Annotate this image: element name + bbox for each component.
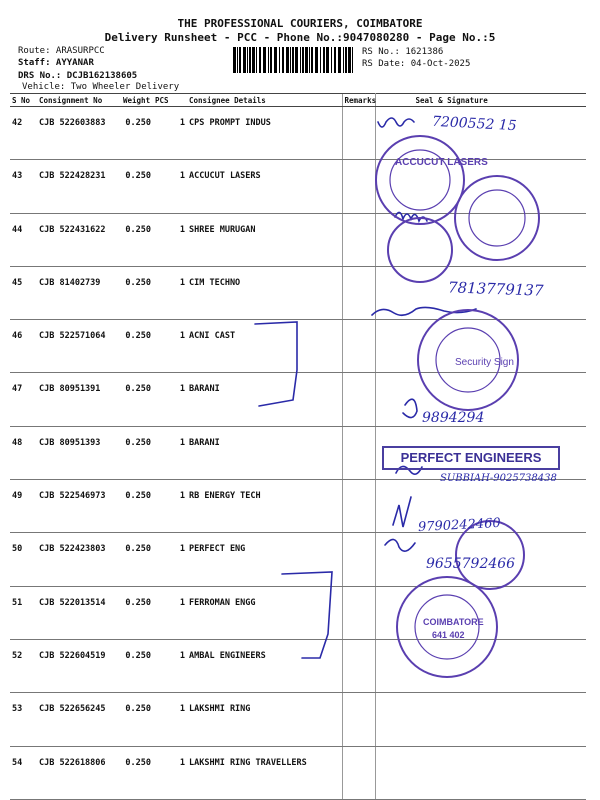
cell-consignment: CJB 522423803 [37, 533, 121, 586]
cell-consignee: PERFECT ENG [187, 533, 342, 586]
col-consignment: Consignment No [37, 94, 121, 107]
rs-number: RS No.: 1621386 [362, 47, 444, 57]
cell-sno: 49 [10, 480, 37, 533]
cell-pcs: 1 [153, 639, 187, 692]
cell-weight: 0.250 [121, 693, 153, 746]
cell-pcs: 1 [153, 160, 187, 213]
cell-sno: 52 [10, 639, 37, 692]
cell-consignee: LAKSHMI RING TRAVELLERS [187, 746, 342, 799]
cell-consignment: CJB 522013514 [37, 586, 121, 639]
cell-pcs: 1 [153, 266, 187, 319]
cell-seal [375, 586, 586, 639]
cell-sno: 53 [10, 693, 37, 746]
stamp-text-accucut: ACCUCUT LASERS [395, 157, 488, 168]
col-seal: Seal & Signature [375, 94, 586, 107]
cell-consignment: CJB 522603883 [37, 107, 121, 160]
cell-weight: 0.250 [121, 266, 153, 319]
cell-weight: 0.250 [121, 160, 153, 213]
handwritten-row50: SUBBIAH-9025738438 [440, 473, 557, 484]
cell-pcs: 1 [153, 426, 187, 479]
barcode-image [233, 47, 355, 73]
cell-consignment: CJB 522428231 [37, 160, 121, 213]
col-sno: S No [10, 94, 37, 107]
cell-sno: 42 [10, 107, 37, 160]
handwritten-row46: 7813779137 [447, 278, 544, 300]
handwritten-row52a: 9790242460 [417, 515, 502, 536]
cell-consignment: CJB 522618806 [37, 746, 121, 799]
cell-seal [375, 107, 586, 160]
cell-consignment: CJB 522546973 [37, 480, 121, 533]
cell-pcs: 1 [153, 746, 187, 799]
staff-label: Staff: AYYANAR [18, 58, 94, 68]
cell-remarks [342, 320, 375, 373]
cell-seal [375, 693, 586, 746]
handwritten-row49: 9894294 [422, 410, 485, 426]
cell-weight: 0.250 [121, 533, 153, 586]
col-consignee: Consignee Details [187, 94, 342, 107]
cell-consignment: CJB 80951391 [37, 373, 121, 426]
cell-weight: 0.250 [121, 320, 153, 373]
cell-pcs: 1 [153, 107, 187, 160]
cell-sno: 45 [10, 266, 37, 319]
table-row [10, 213, 586, 266]
cell-weight: 0.250 [121, 426, 153, 479]
cell-sno: 54 [10, 746, 37, 799]
cell-remarks [342, 107, 375, 160]
stamp-text-security: Security Sign [455, 357, 514, 368]
cell-remarks [342, 586, 375, 639]
cell-consignee: RB ENERGY TECH [187, 480, 342, 533]
cell-consignee: SHREE MURUGAN [187, 213, 342, 266]
cell-remarks [342, 533, 375, 586]
cell-remarks [342, 746, 375, 799]
rs-date: RS Date: 04-Oct-2025 [362, 59, 471, 69]
cell-weight: 0.250 [121, 373, 153, 426]
cell-pcs: 1 [153, 693, 187, 746]
cell-weight: 0.250 [121, 213, 153, 266]
cell-sno: 43 [10, 160, 37, 213]
cell-seal [375, 320, 586, 373]
cell-consignee: FERROMAN ENGG [187, 586, 342, 639]
cell-remarks [342, 266, 375, 319]
cell-remarks [342, 693, 375, 746]
cell-consignment: CJB 522571064 [37, 320, 121, 373]
table-row [10, 160, 586, 213]
table-row [10, 746, 586, 799]
table-row [10, 586, 586, 639]
col-pcs: PCS [153, 94, 187, 107]
perfect-engineers-stamp: PERFECT ENGINEERS [382, 446, 560, 470]
company-name: THE PROFESSIONAL COURIERS, COIMBATORE [177, 17, 423, 30]
table-row [10, 639, 586, 692]
cell-seal [375, 746, 586, 799]
cell-sno: 51 [10, 586, 37, 639]
cell-pcs: 1 [153, 533, 187, 586]
cell-consignee: AMBAL ENGINEERS [187, 639, 342, 692]
route-label: Route: ARASURPCC [18, 46, 105, 56]
cell-consignee: BARANI [187, 426, 342, 479]
cell-weight: 0.250 [121, 639, 153, 692]
cell-pcs: 1 [153, 373, 187, 426]
cell-weight: 0.250 [121, 480, 153, 533]
cell-sno: 46 [10, 320, 37, 373]
cell-remarks [342, 160, 375, 213]
cell-weight: 0.250 [121, 746, 153, 799]
vehicle-label: Vehicle: Two Wheeler Delivery [22, 82, 180, 92]
table-header-row [10, 94, 586, 107]
cell-consignment: CJB 80951393 [37, 426, 121, 479]
cell-pcs: 1 [153, 586, 187, 639]
cell-sno: 47 [10, 373, 37, 426]
cell-weight: 0.250 [121, 107, 153, 160]
cell-remarks [342, 373, 375, 426]
col-weight: Weight [121, 94, 153, 107]
handwritten-row42: 7200552 15 [431, 113, 517, 135]
cell-sno: 48 [10, 426, 37, 479]
cell-consignment: CJB 81402739 [37, 266, 121, 319]
cell-seal [375, 160, 586, 213]
cell-consignment: CJB 522656245 [37, 693, 121, 746]
cell-consignee: CPS PROMPT INDUS [187, 107, 342, 160]
cell-consignee: LAKSHMI RING [187, 693, 342, 746]
cell-remarks [342, 213, 375, 266]
document-title [0, 17, 600, 45]
stamp-text-pin: 641 402 [432, 630, 465, 640]
cell-consignment: CJB 522431622 [37, 213, 121, 266]
col-remarks: Remarks [342, 94, 375, 107]
cell-consignee: ACCUCUT LASERS [187, 160, 342, 213]
cell-consignee: CIM TECHNO [187, 266, 342, 319]
cell-pcs: 1 [153, 320, 187, 373]
runsheet-subtitle: Delivery Runsheet - PCC - Phone No.:9047080280 - Page No.:5 [104, 31, 496, 44]
stamp-text-coimbatore: COIMBATORE [423, 617, 484, 627]
cell-pcs: 1 [153, 480, 187, 533]
cell-consignment: CJB 522604519 [37, 639, 121, 692]
drs-label: DRS No.: DCJB162138605 [18, 71, 138, 81]
cell-weight: 0.250 [121, 586, 153, 639]
cell-pcs: 1 [153, 213, 187, 266]
cell-remarks [342, 426, 375, 479]
table-row [10, 373, 586, 426]
cell-seal [375, 639, 586, 692]
table-row [10, 693, 586, 746]
cell-consignee: ACNI CAST [187, 320, 342, 373]
cell-seal [375, 213, 586, 266]
handwritten-row52b: 9655792466 [426, 556, 516, 572]
cell-sno: 44 [10, 213, 37, 266]
cell-consignee: BARANI [187, 373, 342, 426]
cell-remarks [342, 480, 375, 533]
table-row [10, 320, 586, 373]
cell-sno: 50 [10, 533, 37, 586]
cell-remarks [342, 639, 375, 692]
